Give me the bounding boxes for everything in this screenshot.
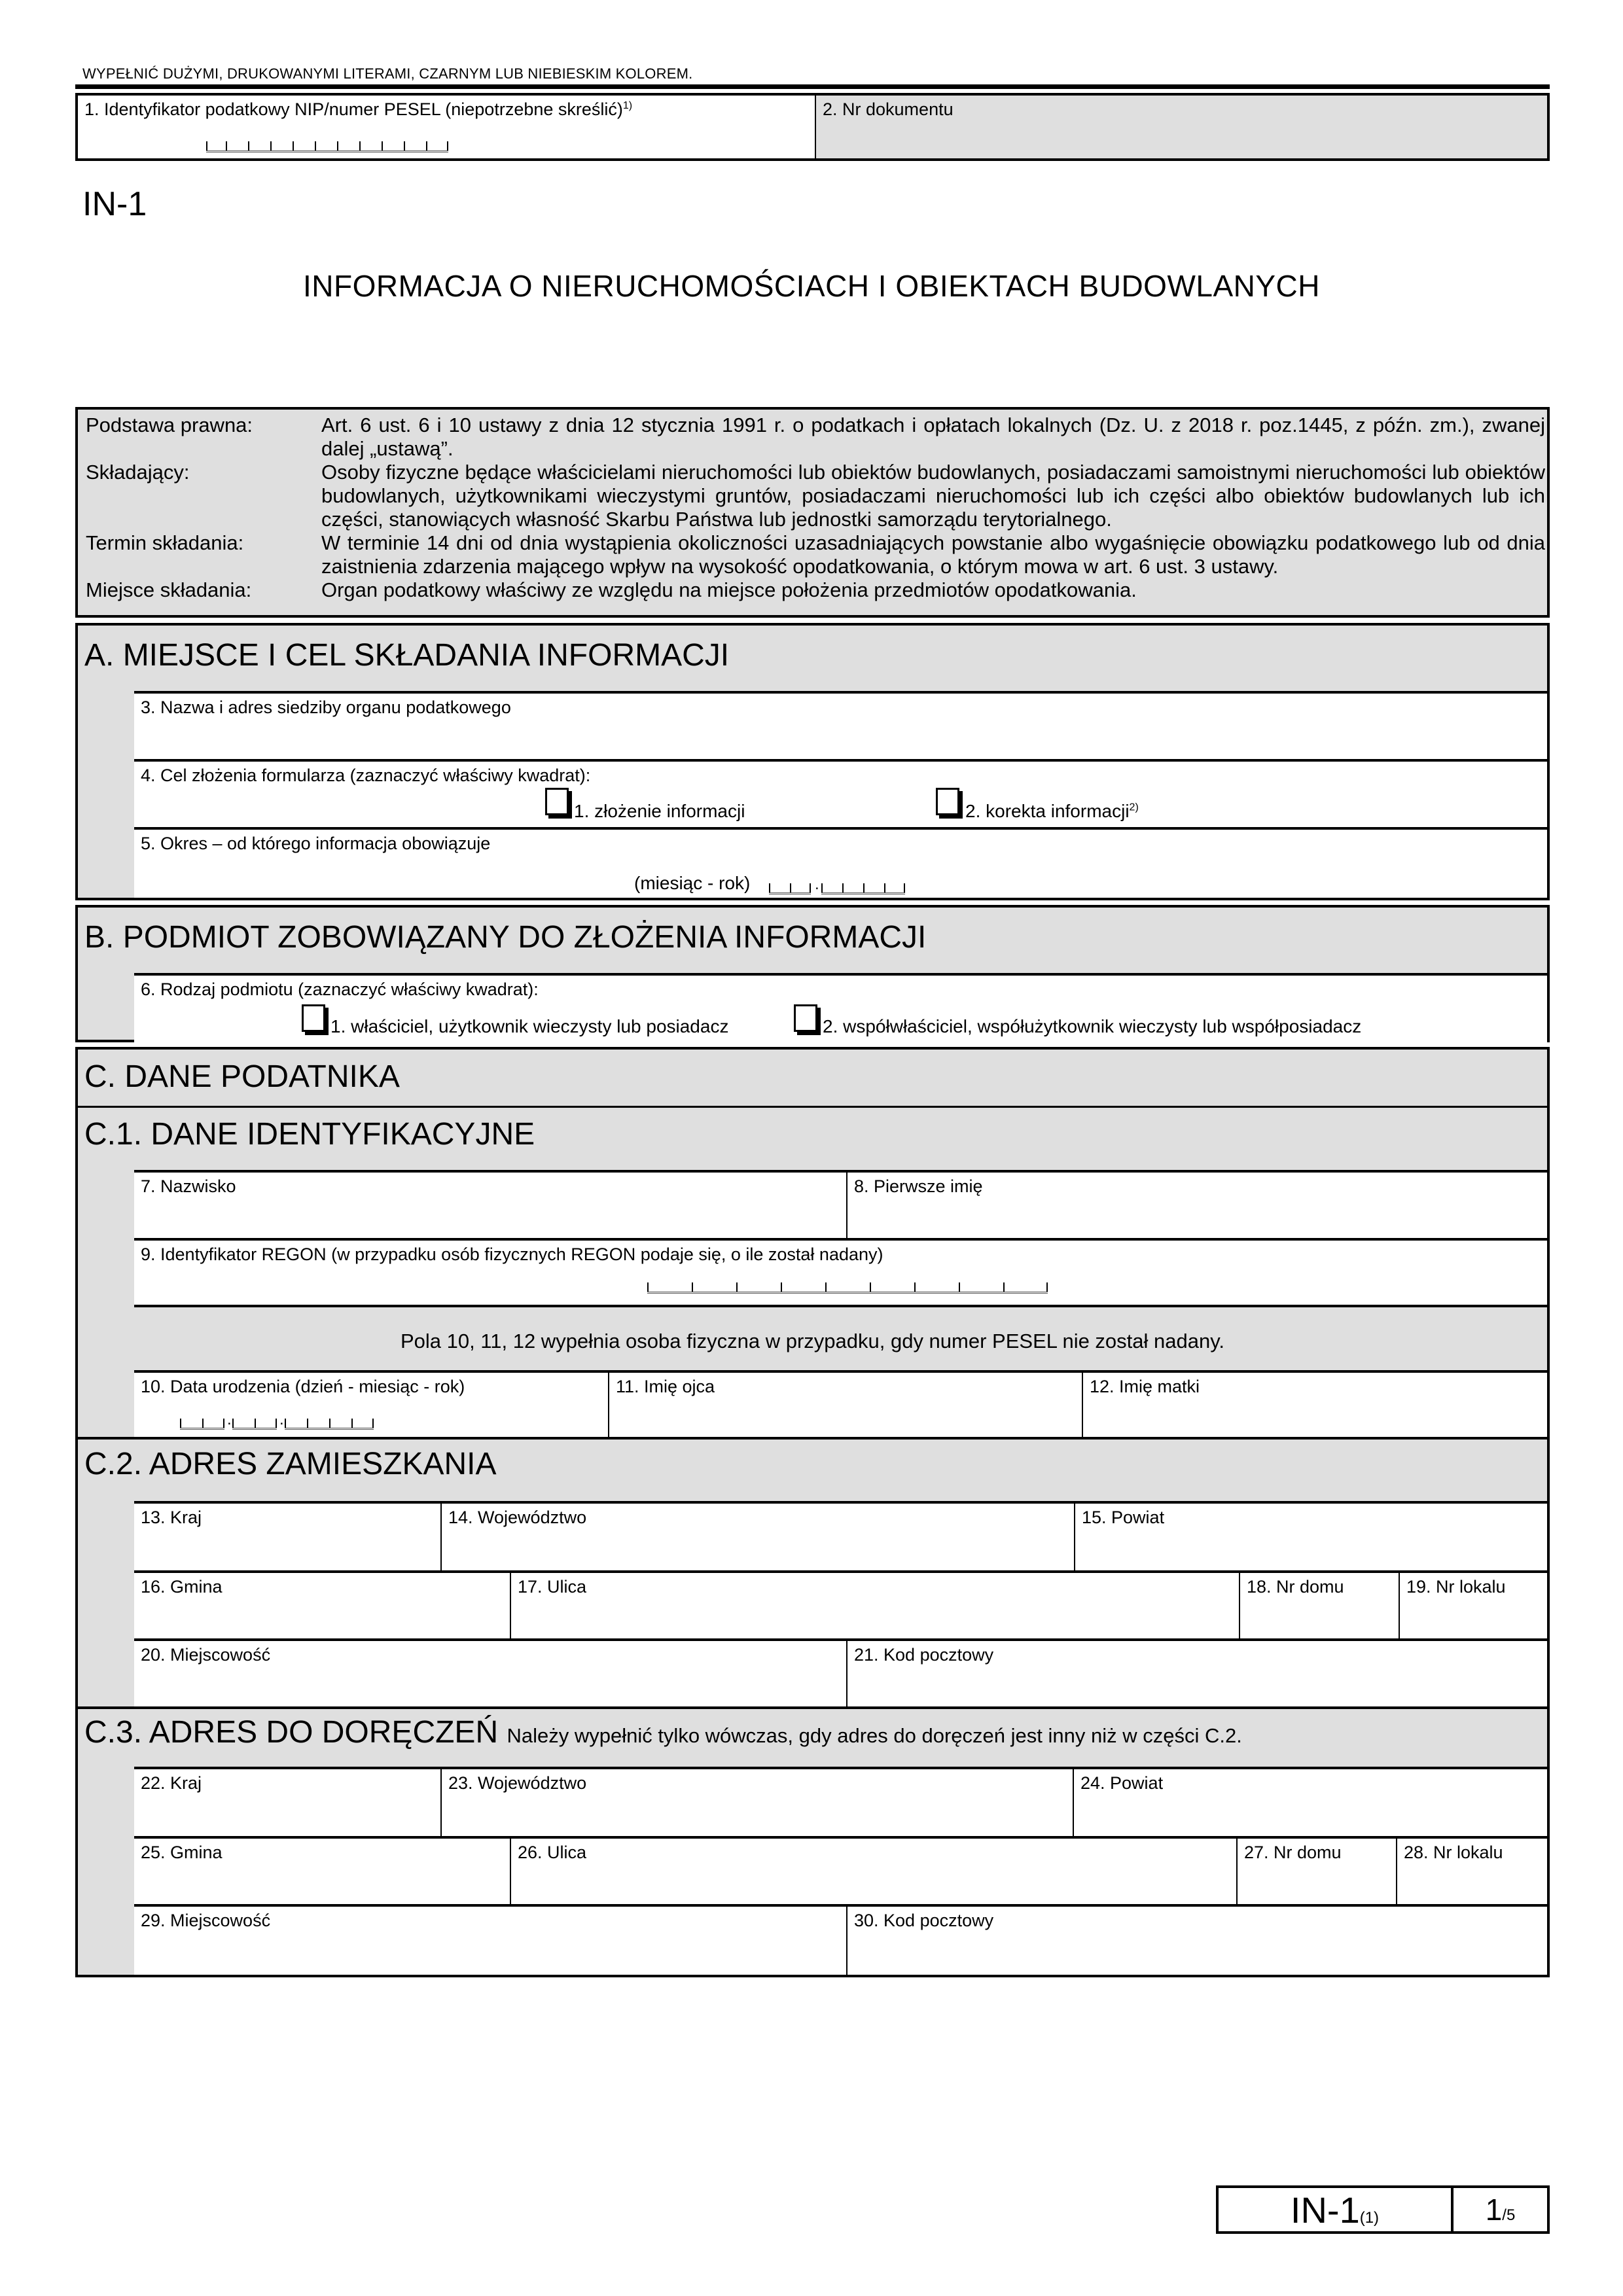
voivodeship-field[interactable] xyxy=(442,1504,1074,1570)
validity-period-label: 5. Okres – od którego informacja obowiązuje xyxy=(141,834,491,853)
address-row-2 xyxy=(134,1570,1547,1638)
purpose-submission-checkbox[interactable] xyxy=(545,788,569,815)
county-label: 15. Powiat xyxy=(1082,1508,1165,1527)
delivery-municipality-label: 25. Gmina xyxy=(141,1843,223,1862)
address-row-3 xyxy=(134,1638,1547,1706)
regon-label: 9. Identyfikator REGON (w przypadku osób fizycznych REGON podaje się, o ile został nadany) xyxy=(141,1245,883,1264)
birth-parents-row xyxy=(134,1370,1547,1437)
top-rule xyxy=(75,84,1550,89)
father-name-label: 11. Imię ojca xyxy=(616,1377,715,1396)
tax-office-label: 3. Nazwa i adres siedziby organu podatkowego xyxy=(141,698,511,717)
delivery-voivodeship-field[interactable] xyxy=(442,1769,1073,1836)
form-purpose-label: 4. Cel złożenia formularza (zaznaczyć właściwy kwadrat): xyxy=(141,766,591,785)
father-name-field[interactable] xyxy=(609,1373,1082,1437)
nip-pesel-digit-boxes[interactable] xyxy=(206,141,448,152)
document-number-field xyxy=(816,96,1547,158)
delivery-apartment-number-label: 28. Nr lokalu xyxy=(1404,1843,1503,1862)
legal-value: Osoby fizyczne będące właścicielami nieruchomości lub obiektów budowlanych, posiadaczami samoistnymi nieruchomości lub obiektów budowlanych, użytkownikami wieczystymi gruntów, posiadaczami nieruchomości lub ich części albo obiektów budowlanych lub ich części, stanowiących własność Skarbu Państwa lub jednostki samorządu terytorialnego. xyxy=(321,461,1545,531)
month-digit-boxes[interactable] xyxy=(769,883,811,894)
house-number-field[interactable] xyxy=(1240,1573,1399,1638)
country-label: 13. Kraj xyxy=(141,1508,202,1527)
regon-field[interactable] xyxy=(134,1238,1547,1307)
mother-name-field[interactable] xyxy=(1083,1373,1547,1437)
page-number: 1/5 xyxy=(1485,2193,1516,2227)
entity-owner-checkbox[interactable] xyxy=(302,1004,325,1032)
purpose-correction-label: 2. korekta informacji$^{2)}$ xyxy=(965,801,1139,821)
legal-key: Termin składania: xyxy=(86,531,244,554)
mother-name-label: 12. Imię matki xyxy=(1090,1377,1200,1396)
delivery-postal-code-label: 30. Kod pocztowy xyxy=(854,1911,994,1930)
section-b-title: B. PODMIOT ZOBOWIĄZANY DO ZŁOŻENIA INFORMACJI xyxy=(84,920,927,955)
birth-day-boxes[interactable] xyxy=(180,1419,224,1430)
address-row-1 xyxy=(134,1501,1547,1570)
pesel-note: Pola 10, 11, 12 wypełnia osoba fizyczna w przypadku, gdy numer PESEL nie został nadany. xyxy=(400,1330,1225,1352)
delivery-postal-code-field[interactable] xyxy=(847,1907,1547,1975)
tax-office-field[interactable] xyxy=(134,691,1547,759)
section-b xyxy=(75,905,1550,1042)
section-c3-note: Należy wypełnić tylko wówczas, gdy adres do doręczeń jest inny niż w części C.2. xyxy=(507,1724,1242,1747)
delivery-locality-label: 29. Miejscowość xyxy=(141,1911,271,1930)
legal-info-box xyxy=(75,407,1550,618)
first-name-label: 8. Pierwsze imię xyxy=(854,1176,983,1196)
section-c xyxy=(75,1047,1550,1977)
municipality-label: 16. Gmina xyxy=(141,1577,223,1597)
form-code: IN-1 xyxy=(82,185,147,223)
legal-value: Art. 6 ust. 6 i 10 ustawy z dnia 12 stycznia 1991 r. o podatkach i opłatach lokalnych (Dz. U. z 2018 r. poz.1445, z późn. zm.), zwanej dalej „ustawą”. xyxy=(321,414,1545,460)
purpose-submission-label: 1. złożenie informacji xyxy=(574,801,745,821)
section-c3-title: C.3. ADRES DO DORĘCZEŃ Należy wypełnić tylko wówczas, gdy adres do doręczeń jest inny niż w części C.2. xyxy=(84,1715,1242,1750)
delivery-country-label: 22. Kraj xyxy=(141,1773,202,1793)
entity-type-label: 6. Rodzaj podmiotu (zaznaczyć właściwy kwadrat): xyxy=(141,980,539,999)
delivery-row-2 xyxy=(134,1836,1547,1904)
page-footer xyxy=(1216,2185,1550,2234)
legal-key: Składający: xyxy=(86,461,190,484)
apartment-number-label: 19. Nr lokalu xyxy=(1406,1577,1506,1597)
delivery-row-1 xyxy=(134,1767,1547,1836)
section-a xyxy=(75,623,1550,900)
locality-label: 20. Miejscowość xyxy=(141,1645,271,1665)
delivery-house-number-field[interactable] xyxy=(1238,1839,1396,1904)
first-name-field[interactable] xyxy=(847,1173,1547,1238)
legal-value: Organ podatkowy właściwy ze względu na miejsce położenia przedmiotów opodatkowania. xyxy=(321,578,1137,601)
house-number-label: 18. Nr domu xyxy=(1247,1577,1344,1597)
form-purpose-field xyxy=(134,759,1547,827)
delivery-municipality-field[interactable] xyxy=(134,1839,510,1904)
header-fields xyxy=(75,93,1550,161)
municipality-field[interactable] xyxy=(134,1573,510,1638)
month-year-hint: (miesiąc - rok) xyxy=(634,873,751,893)
postal-code-label: 21. Kod pocztowy xyxy=(854,1645,994,1665)
entity-coowner-label: 2. współwłaściciel, współużytkownik wieczysty lub współposiadacz xyxy=(823,1016,1362,1036)
delivery-county-field[interactable] xyxy=(1074,1769,1547,1836)
surname-label: 7. Nazwisko xyxy=(141,1176,236,1196)
birth-date-label: 10. Data urodzenia (dzień - miesiąc - rok) xyxy=(141,1377,465,1396)
postal-code-field[interactable] xyxy=(847,1641,1547,1706)
delivery-apartment-number-field[interactable] xyxy=(1397,1839,1547,1904)
entity-coowner-checkbox[interactable] xyxy=(794,1004,817,1032)
document-number-label: 2. Nr dokumentu xyxy=(823,99,954,119)
name-row xyxy=(134,1170,1547,1238)
birth-month-boxes[interactable] xyxy=(232,1419,277,1430)
county-field[interactable] xyxy=(1075,1504,1547,1570)
surname-field[interactable] xyxy=(134,1173,846,1238)
birth-year-boxes[interactable] xyxy=(285,1419,374,1430)
delivery-street-label: 26. Ulica xyxy=(518,1843,587,1862)
validity-period-field: 5. Okres – od którego informacja obowiązuje (miesiąc - rok) . xyxy=(134,827,1547,898)
country-field[interactable] xyxy=(134,1504,440,1570)
purpose-correction-checkbox[interactable] xyxy=(936,788,959,815)
year-digit-boxes[interactable] xyxy=(821,883,905,894)
delivery-locality-field[interactable] xyxy=(134,1907,846,1975)
nip-pesel-field[interactable] xyxy=(78,96,816,158)
delivery-voivodeship-label: 23. Województwo xyxy=(448,1773,587,1793)
apartment-number-field[interactable] xyxy=(1400,1573,1547,1638)
voivodeship-label: 14. Województwo xyxy=(448,1508,587,1527)
section-c2-title: C.2. ADRES ZAMIESZKANIA xyxy=(84,1447,497,1481)
legal-key: Podstawa prawna: xyxy=(86,414,253,436)
delivery-county-label: 24. Powiat xyxy=(1080,1773,1164,1793)
footer-form-code: IN-1(1) xyxy=(1219,2188,1454,2231)
street-field[interactable] xyxy=(511,1573,1239,1638)
delivery-house-number-label: 27. Nr domu xyxy=(1244,1843,1342,1862)
legal-key: Miejsce składania: xyxy=(86,578,252,601)
delivery-row-3 xyxy=(134,1904,1547,1975)
section-a-title: A. MIEJSCE I CEL SKŁADANIA INFORMACJI xyxy=(84,638,730,673)
entity-type-field xyxy=(134,973,1547,1042)
legal-value: W terminie 14 dni od dnia wystąpienia okoliczności uzasadniających powstanie albo wygaśnięcie obowiązku podatkowego lub od dnia zaistnienia zdarzenia mającego wpływ na wysokość opodatkowania, o którym mowa w art. 6 ust. 3 ustawy. xyxy=(321,531,1545,578)
form-title: INFORMACJA O NIERUCHOMOŚCIACH I OBIEKTACH BUDOWLANYCH xyxy=(302,269,1320,303)
delivery-street-field[interactable] xyxy=(511,1839,1236,1904)
nip-pesel-label: 1. Identyfikator podatkowy NIP/numer PESEL (niepotrzebne skreślić)$^{1)}$ xyxy=(84,99,633,119)
section-c1-title: C.1. DANE IDENTYFIKACYJNE xyxy=(84,1117,535,1152)
street-label: 17. Ulica xyxy=(518,1577,587,1597)
delivery-country-field[interactable] xyxy=(134,1769,440,1836)
fill-instruction: WYPEŁNIĆ DUŻYMI, DRUKOWANYMI LITERAMI, CZARNYM LUB NIEBIESKIM KOLOREM. xyxy=(82,65,693,82)
locality-field[interactable] xyxy=(134,1641,846,1706)
section-c-title: C. DANE PODATNIKA xyxy=(84,1059,400,1094)
birth-date-field[interactable]: 10. Data urodzenia (dzień - miesiąc - rok) . . xyxy=(141,1377,465,1428)
entity-owner-label: 1. właściciel, użytkownik wieczysty lub posiadacz xyxy=(330,1016,729,1036)
regon-digit-boxes[interactable] xyxy=(647,1282,1048,1294)
